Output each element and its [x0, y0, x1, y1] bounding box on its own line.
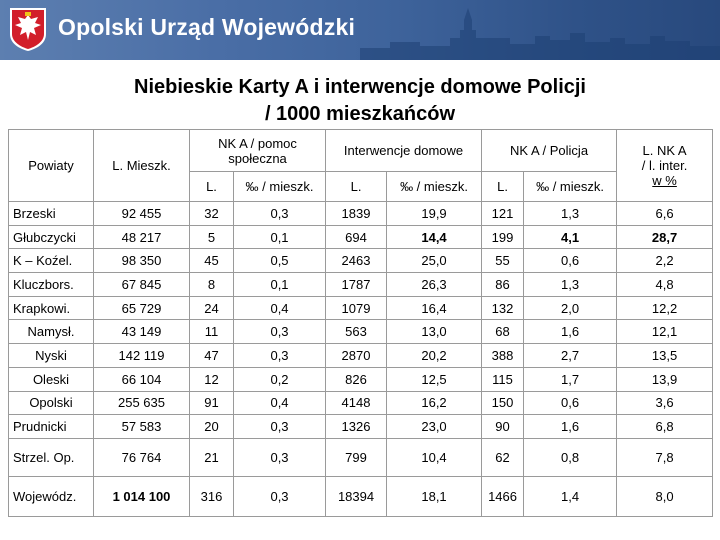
cell-policja-permille: 1,6	[524, 415, 617, 439]
cell-inter-l: 563	[326, 320, 387, 344]
polish-eagle-crest-icon	[8, 6, 48, 52]
cell-policja-permille: 1,4	[524, 477, 617, 517]
slide-title-line-2: / 1000 mieszkańców	[264, 103, 456, 125]
row-name: Prudnicki	[9, 415, 94, 439]
slide-title-line-1: Niebieskie Karty A i interwencje domowe Policji	[134, 76, 586, 98]
cell-pomoc-permille: 0,2	[234, 367, 326, 391]
header-powiaty: Powiaty	[9, 130, 94, 202]
table-row	[9, 415, 713, 439]
cell-inter-l: 1079	[326, 296, 387, 320]
table-row	[9, 249, 713, 273]
cell-inter-l: 4148	[326, 391, 387, 415]
cell-inter-permille: 13,0	[387, 320, 482, 344]
subheader-inter-permille: ‰ / mieszk.	[387, 172, 482, 202]
cell-inter-permille: 16,2	[387, 391, 482, 415]
cell-inter-permille: 23,0	[387, 415, 482, 439]
city-skyline-graphic	[360, 0, 720, 60]
cell-policja-permille: 0,6	[524, 391, 617, 415]
cell-inter-l: 1787	[326, 273, 387, 297]
cell-pomoc-l: 91	[190, 391, 234, 415]
cell-policja-l: 86	[482, 273, 524, 297]
cell-ratio: 13,5	[617, 344, 713, 368]
row-name: Kluczbors.	[9, 273, 94, 297]
cell-pomoc-permille: 0,5	[234, 249, 326, 273]
cell-mieszk: 57 583	[94, 415, 190, 439]
cell-inter-l: 1839	[326, 202, 387, 226]
cell-policja-permille: 0,6	[524, 249, 617, 273]
cell-pomoc-l: 12	[190, 367, 234, 391]
cell-policja-l: 62	[482, 439, 524, 477]
row-name: Oleski	[9, 367, 94, 391]
row-name: Opolski	[9, 391, 94, 415]
cell-policja-l: 199	[482, 225, 524, 249]
cell-ratio: 12,1	[617, 320, 713, 344]
cell-policja-permille: 0,8	[524, 439, 617, 477]
row-name: Brzeski	[9, 202, 94, 226]
cell-policja-l: 1466	[482, 477, 524, 517]
cell-pomoc-l: 47	[190, 344, 234, 368]
row-name: Strzel. Op.	[9, 439, 94, 477]
cell-pomoc-permille: 0,3	[234, 344, 326, 368]
cell-ratio: 28,7	[617, 225, 713, 249]
cell-inter-permille: 25,0	[387, 249, 482, 273]
cell-pomoc-permille: 0,3	[234, 415, 326, 439]
table-row-total	[9, 477, 713, 517]
cell-inter-permille: 18,1	[387, 477, 482, 517]
cell-policja-l: 90	[482, 415, 524, 439]
table-row	[9, 320, 713, 344]
cell-pomoc-l: 316	[190, 477, 234, 517]
cell-policja-permille: 4,1	[524, 225, 617, 249]
cell-ratio: 6,6	[617, 202, 713, 226]
subheader-policja-l: L.	[482, 172, 524, 202]
org-name: Opolski Urząd Wojewódzki	[58, 14, 356, 40]
cell-inter-permille: 12,5	[387, 367, 482, 391]
table-row	[9, 202, 713, 226]
subheader-pomoc-l: L.	[190, 172, 234, 202]
cell-policja-permille: 2,7	[524, 344, 617, 368]
table-row	[9, 367, 713, 391]
cell-pomoc-l: 21	[190, 439, 234, 477]
cell-ratio: 7,8	[617, 439, 713, 477]
cell-policja-l: 388	[482, 344, 524, 368]
cell-inter-l: 826	[326, 367, 387, 391]
cell-pomoc-l: 5	[190, 225, 234, 249]
header-nk-policja: NK A / Policja	[482, 130, 617, 172]
cell-inter-l: 2463	[326, 249, 387, 273]
cell-pomoc-l: 8	[190, 273, 234, 297]
header-ratio	[617, 130, 713, 202]
cell-pomoc-permille: 0,3	[234, 202, 326, 226]
header-ratio-line-3: w %	[652, 173, 677, 188]
header-nk-pomoc: NK A / pomoc społeczna	[190, 130, 326, 172]
cell-policja-permille: 1,3	[524, 202, 617, 226]
cell-mieszk: 48 217	[94, 225, 190, 249]
cell-inter-l: 2870	[326, 344, 387, 368]
row-name: Nyski	[9, 344, 94, 368]
cell-inter-permille: 20,2	[387, 344, 482, 368]
subheader-inter-l: L.	[326, 172, 387, 202]
table-row	[9, 225, 713, 249]
cell-ratio: 13,9	[617, 367, 713, 391]
table-row	[9, 391, 713, 415]
cell-pomoc-permille: 0,4	[234, 391, 326, 415]
cell-inter-permille: 16,4	[387, 296, 482, 320]
header-ratio-line-2: / l. inter.	[641, 158, 688, 173]
row-name: Głubczycki	[9, 225, 94, 249]
cell-policja-l: 55	[482, 249, 524, 273]
cell-policja-permille: 1,6	[524, 320, 617, 344]
cell-mieszk: 66 104	[94, 367, 190, 391]
cell-policja-l: 132	[482, 296, 524, 320]
cell-policja-l: 121	[482, 202, 524, 226]
cell-pomoc-permille: 0,3	[234, 320, 326, 344]
cell-policja-l: 115	[482, 367, 524, 391]
cell-pomoc-permille: 0,3	[234, 439, 326, 477]
cell-pomoc-permille: 0,4	[234, 296, 326, 320]
cell-inter-l: 1326	[326, 415, 387, 439]
table-row	[9, 344, 713, 368]
cell-inter-permille: 26,3	[387, 273, 482, 297]
cell-mieszk: 1 014 100	[94, 477, 190, 517]
cell-pomoc-permille: 0,1	[234, 273, 326, 297]
cell-mieszk: 142 119	[94, 344, 190, 368]
header-interwencje: Interwencje domowe	[326, 130, 482, 172]
cell-pomoc-permille: 0,3	[234, 477, 326, 517]
cell-inter-l: 18394	[326, 477, 387, 517]
cell-mieszk: 255 635	[94, 391, 190, 415]
cell-ratio: 8,0	[617, 477, 713, 517]
row-name: K – Koźel.	[9, 249, 94, 273]
cell-pomoc-l: 11	[190, 320, 234, 344]
statistics-table	[8, 129, 713, 517]
cell-inter-permille: 19,9	[387, 202, 482, 226]
table-row	[9, 273, 713, 297]
cell-inter-l: 799	[326, 439, 387, 477]
cell-ratio: 4,8	[617, 273, 713, 297]
cell-policja-l: 150	[482, 391, 524, 415]
cell-mieszk: 98 350	[94, 249, 190, 273]
cell-pomoc-permille: 0,1	[234, 225, 326, 249]
cell-pomoc-l: 20	[190, 415, 234, 439]
cell-pomoc-l: 45	[190, 249, 234, 273]
cell-inter-l: 694	[326, 225, 387, 249]
cell-pomoc-l: 24	[190, 296, 234, 320]
cell-policja-l: 68	[482, 320, 524, 344]
header-ratio-line-1: L. NK A	[642, 143, 687, 158]
table-row	[9, 439, 713, 477]
subheader-pomoc-permille: ‰ / mieszk.	[234, 172, 326, 202]
cell-inter-permille: 10,4	[387, 439, 482, 477]
cell-ratio: 2,2	[617, 249, 713, 273]
table-row	[9, 296, 713, 320]
cell-mieszk: 67 845	[94, 273, 190, 297]
cell-policja-permille: 1,3	[524, 273, 617, 297]
cell-pomoc-l: 32	[190, 202, 234, 226]
header-banner	[0, 0, 720, 60]
cell-mieszk: 43 149	[94, 320, 190, 344]
cell-inter-permille: 14,4	[387, 225, 482, 249]
cell-ratio: 3,6	[617, 391, 713, 415]
row-name: Wojewódz.	[9, 477, 94, 517]
cell-ratio: 6,8	[617, 415, 713, 439]
row-name: Namysł.	[9, 320, 94, 344]
slide-title	[40, 74, 680, 128]
subheader-policja-permille: ‰ / mieszk.	[524, 172, 617, 202]
row-name: Krapkowi.	[9, 296, 94, 320]
cell-policja-permille: 2,0	[524, 296, 617, 320]
cell-mieszk: 92 455	[94, 202, 190, 226]
cell-ratio: 12,2	[617, 296, 713, 320]
cell-mieszk: 76 764	[94, 439, 190, 477]
cell-policja-permille: 1,7	[524, 367, 617, 391]
header-l-mieszk: L. Mieszk.	[94, 130, 190, 202]
cell-mieszk: 65 729	[94, 296, 190, 320]
